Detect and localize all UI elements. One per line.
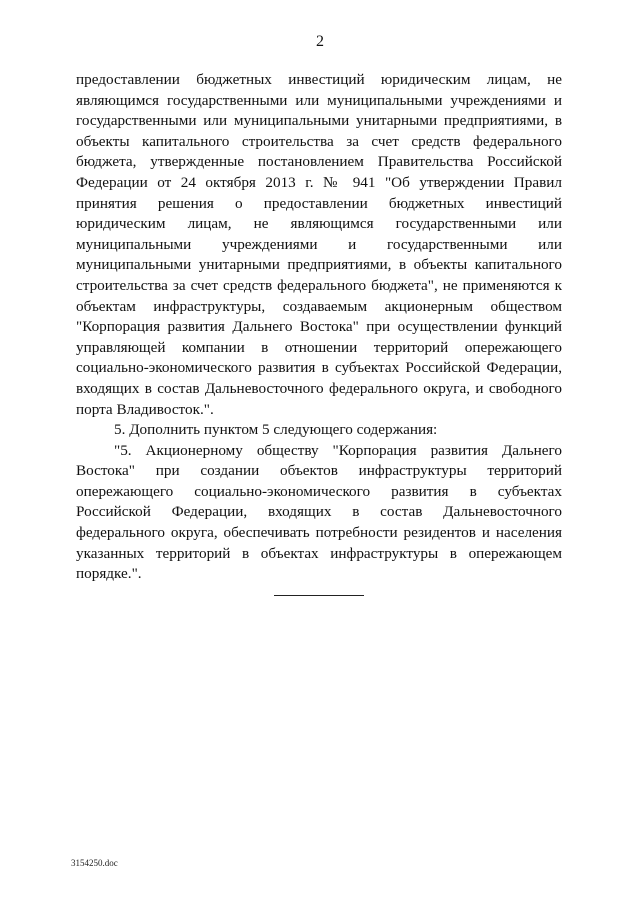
paragraph-item-5-text: "5. Акционерному обществу "Корпорация развития Дальнего Востока" при создании объектов инфраструктуры территорий опережающего социально-экономического развития в субъектах Российской Федерации, входящих в состав Дальневосточного федерального округа, обеспечивать потребности резидентов и населения указанных территорий в объектах инфраструктуры в опережающем порядке.". xyxy=(76,441,562,583)
paragraph-item-5: 5. Дополнить пунктом 5 следующего содержания: xyxy=(114,421,438,439)
paragraph-continuation: предоставлении бюджетных инвестиций юридическим лицам, не являющимся государственными или муниципальными учреждениями и государственными или муниципальными унитарными предприятиями, в объекты капитального строительства за счет средств федерального бюджета, утвержденные постановлением Правительства Российской Федерации от 24 октября 2013 г. № 941 "Об утверждении Правил принятия решения о предоставлении бюджетных инвестиций юридическим лицам, не являющимся государственными или муниципальными учреждениями и государственными или муниципальными унитарными предприятиями, в объекты капитального строительства за счет средств федерального бюджета", не применяются к объектам инфраструктуры, создаваемым акционерным обществом "Корпорация развития Дальнего Востока" при осуществлении функций управляющей компании в отношении территорий опережающего социально-экономического развития в субъектах Российской Федерации, входящих в состав Дальневосточного федерального округа, и свободного порта Владивосток.". xyxy=(76,71,562,418)
document-body xyxy=(76,70,562,585)
document-file-id: 3154250.doc xyxy=(71,858,118,868)
end-divider xyxy=(274,595,364,596)
page-number: 2 xyxy=(316,33,324,50)
